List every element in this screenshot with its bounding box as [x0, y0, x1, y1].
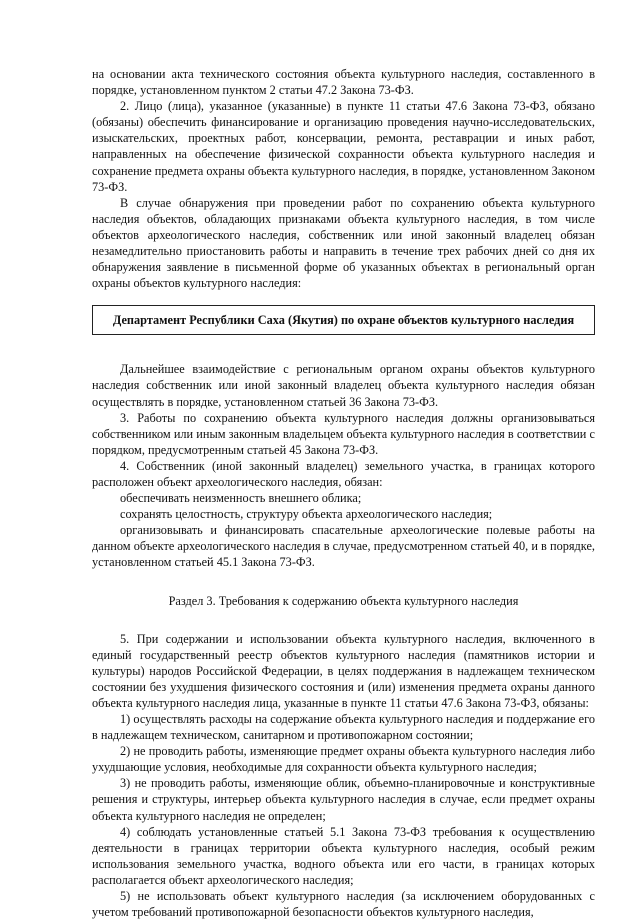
paragraph-continuation: на основании акта технического состояния объекта культурного наследия, составленного в порядке, установленном пунктом 2 статьи 47.2 Закона 73-ФЗ.	[92, 67, 595, 98]
paragraph-subitem-5: 5) не использовать объект культурного наследия (за исключением оборудованных с учетом требований противопожарной безопасности объектов культурного наследия,	[92, 889, 595, 920]
paragraph-discovery: В случае обнаружения при проведении работ по сохранению объекта культурного наследия объектов, обладающих признаками объекта культурного наследия, в том числе объектов археологического наследия, собственник или иной законный владелец обязан незамедлительно приостановить работы и направить в течение трех рабочих дней со дня их обнаружения заявление в письменной форме об указанных объектах в региональный орган охраны объектов культурного наследия:	[92, 195, 595, 291]
paragraph-duty-integrity: сохранять целостность, структуру объекта археологического наследия;	[120, 507, 493, 522]
paragraph-subitem-2: 2) не проводить работы, изменяющие предмет охраны объекта культурного наследия либо ухудшающие условия, необходимые для сохранности объекта культурного наследия;	[92, 744, 595, 775]
paragraph-item-3: 3. Работы по сохранению объекта культурного наследия должны организовываться собственником или иным законным владельцем объекта культурного наследия в соответствии с порядком, предусмотренным статьей 45 Закона 73-ФЗ.	[92, 410, 595, 457]
department-box: Департамент Республики Саха (Якутия) по охране объектов культурного наследия	[92, 305, 595, 335]
paragraph-subitem-3: 3) не проводить работы, изменяющие облик, объемно-планировочные и конструктивные решения и структуры, интерьер объекта культурного наследия в случае, если предмет охраны объекта культурного наследия не определен;	[92, 776, 595, 823]
paragraph-item-2: 2. Лицо (лица), указанное (указанные) в пункте 11 статьи 47.6 Закона 73-ФЗ, обязано (обязаны) обеспечить финансирование и организацию проведения научно-исследовательских, изыскательских, проектных работ, консервации, ремонта, реставрации и иных работ, направленных на обеспечение физической сохранности объекта культурного наследия и сохранение предмета охраны объекта культурного наследия, в порядке, установленном Законом 73-ФЗ.	[92, 99, 595, 194]
paragraph-item-4: 4. Собственник (иной законный владелец) земельного участка, в границах которого расположен объект археологического наследия, обязан:	[92, 458, 595, 489]
paragraph-subitem-4: 4) соблюдать установленные статьей 5.1 Закона 73-ФЗ требования к осуществлению деятельности в границах территории объекта культурного наследия, особый режим использования земельного участка, водного объекта или его части, в границах которых располагается объект археологического наследия;	[92, 824, 595, 887]
paragraph-item-5: 5. При содержании и использовании объекта культурного наследия, включенного в единый государственный реестр объектов культурного наследия (памятников истории и культуры) народов Российской Федерации, в целях поддержания в надлежащем техническом состоянии без ухудшения физического состояния и (или) изменения предмета охраны данного объекта культурного наследия лица, указанные в пункте 11 статьи 47.6 Закона 73-ФЗ, обязаны:	[92, 631, 595, 710]
paragraph-duty-appearance: обеспечивать неизменность внешнего облика;	[120, 491, 362, 506]
paragraph-interaction: Дальнейшее взаимодействие с региональным органом охраны объектов культурного наследия собственник или иной законный владелец объекта культурного наследия обязан осуществлять в порядке, установленном статьей 36 Закона 73-ФЗ.	[92, 362, 595, 409]
section-title: Раздел 3. Требования к содержанию объекта культурного наследия	[168, 593, 519, 608]
paragraph-subitem-1: 1) осуществлять расходы на содержание объекта культурного наследия и поддержание его в надлежащем техническом, санитарном и противопожарном состоянии;	[92, 712, 595, 743]
paragraph-duty-rescue-works: организовывать и финансировать спасательные археологические полевые работы на данном объекте археологического наследия в случае, предусмотренном статьей 40, и в порядке, установленном статьей 45.1 Закона 73-ФЗ.	[92, 523, 595, 570]
